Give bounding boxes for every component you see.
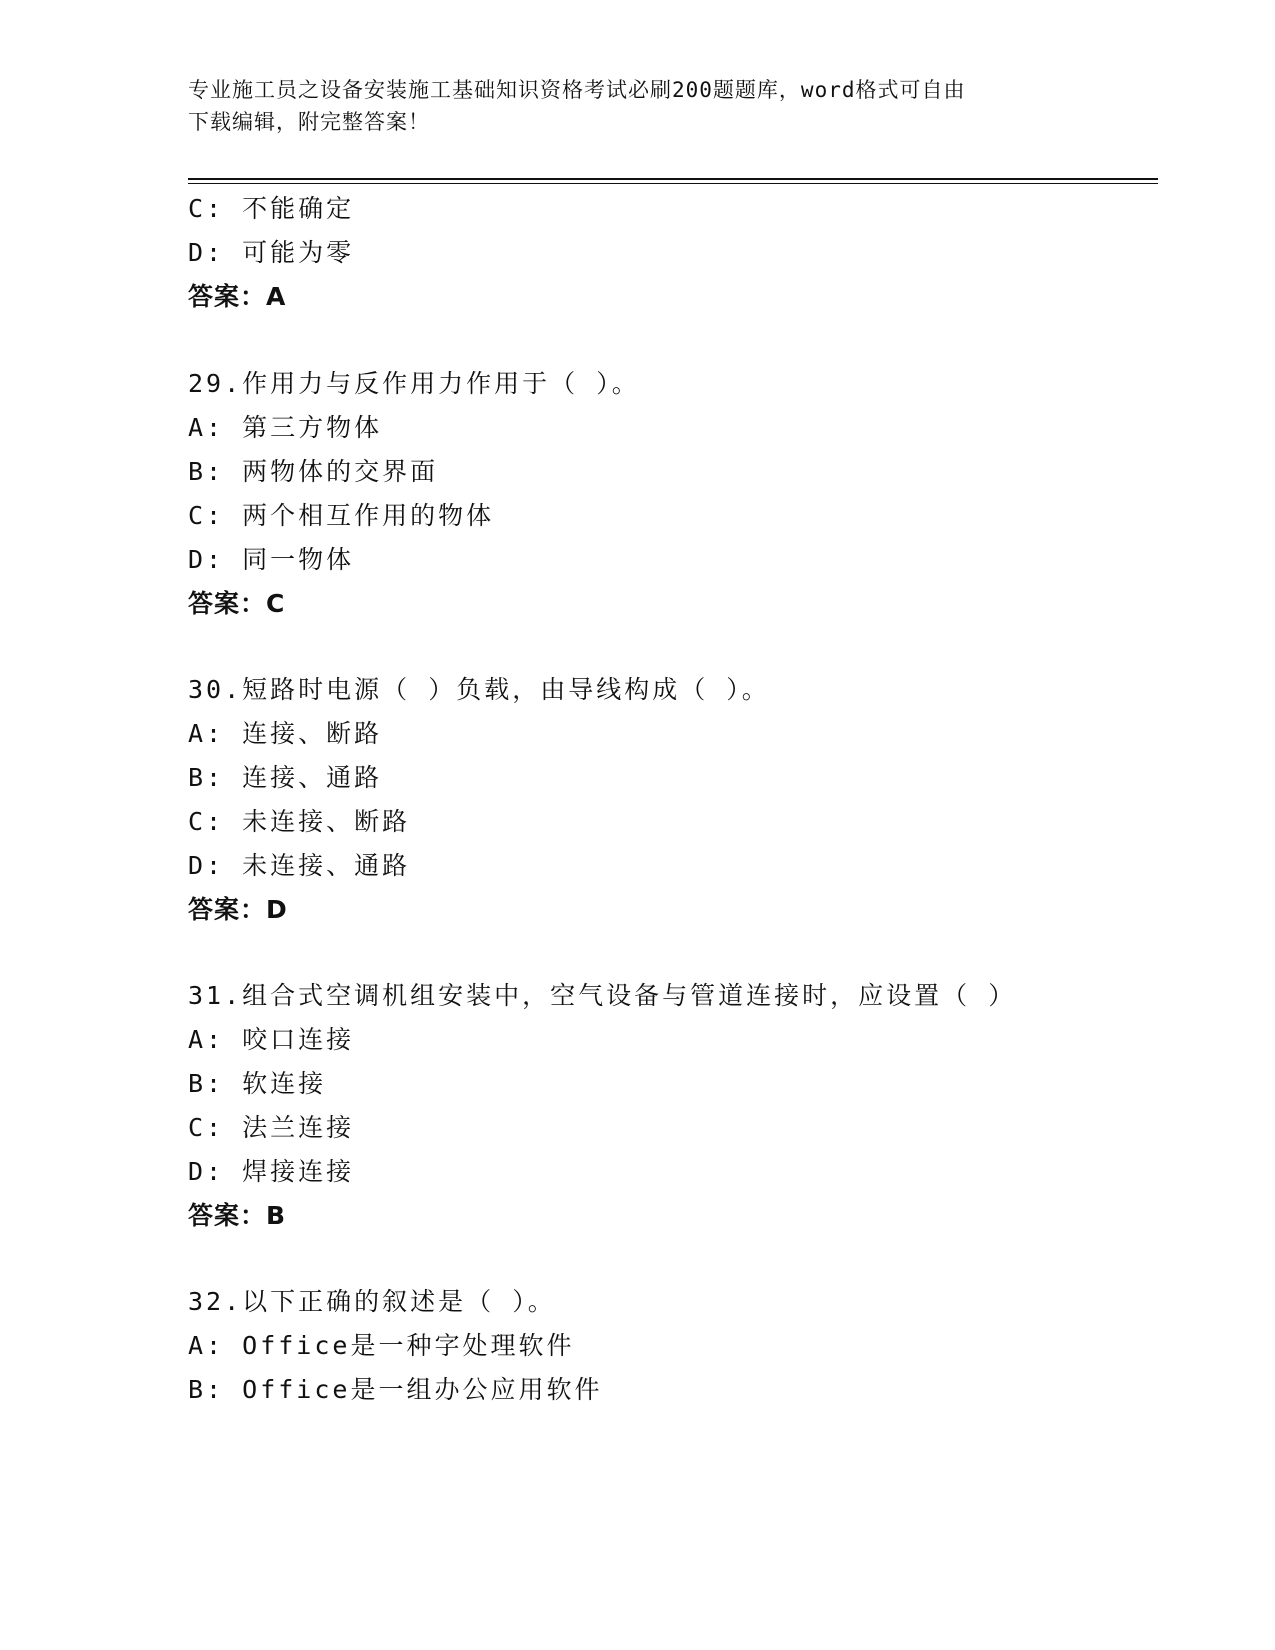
question-31-option-b: B: 软连接 <box>188 1069 327 1098</box>
header-rule-thin <box>188 183 1158 184</box>
question-29-option-a: A: 第三方物体 <box>188 413 383 442</box>
question-30-option-c: C: 未连接、断路 <box>188 807 411 836</box>
header-line-1: 专业施工员之设备安装施工基础知识资格考试必刷200题题库，word格式可自由 <box>188 78 966 102</box>
question-29-stem: 29.作用力与反作用力作用于（ ）。 <box>188 369 640 398</box>
prev-option-d: D: 可能为零 <box>188 238 355 267</box>
question-32-stem: 32.以下正确的叙述是（ ）。 <box>188 1287 556 1316</box>
header-line-2: 下载编辑，附完整答案！ <box>188 110 430 134</box>
question-31-option-c: C: 法兰连接 <box>188 1113 355 1142</box>
question-30-option-b: B: 连接、通路 <box>188 763 383 792</box>
question-31-stem: 31.组合式空调机组安装中，空气设备与管道连接时，应设置（ ） <box>188 981 1017 1010</box>
question-32-option-a: A: Office是一种字处理软件 <box>188 1331 575 1360</box>
document-header <box>188 74 1088 138</box>
question-29-answer: 答案：C <box>188 589 286 618</box>
question-30-answer: 答案：D <box>188 895 288 924</box>
question-31-option-a: A: 咬口连接 <box>188 1025 355 1054</box>
header-rule-thick <box>188 178 1158 180</box>
question-29-option-b: B: 两物体的交界面 <box>188 457 439 486</box>
prev-option-c: C: 不能确定 <box>188 194 355 223</box>
question-31-option-d: D: 焊接连接 <box>188 1157 355 1186</box>
question-30-option-a: A: 连接、断路 <box>188 719 383 748</box>
question-31-answer: 答案：B <box>188 1201 287 1230</box>
question-30-option-d: D: 未连接、通路 <box>188 851 411 880</box>
question-32-option-b: B: Office是一组办公应用软件 <box>188 1375 603 1404</box>
question-29-option-c: C: 两个相互作用的物体 <box>188 501 495 530</box>
question-30-stem: 30.短路时电源（ ）负载，由导线构成（ ）。 <box>188 675 770 704</box>
prev-answer: 答案：A <box>188 282 287 311</box>
question-29-option-d: D: 同一物体 <box>188 545 355 574</box>
